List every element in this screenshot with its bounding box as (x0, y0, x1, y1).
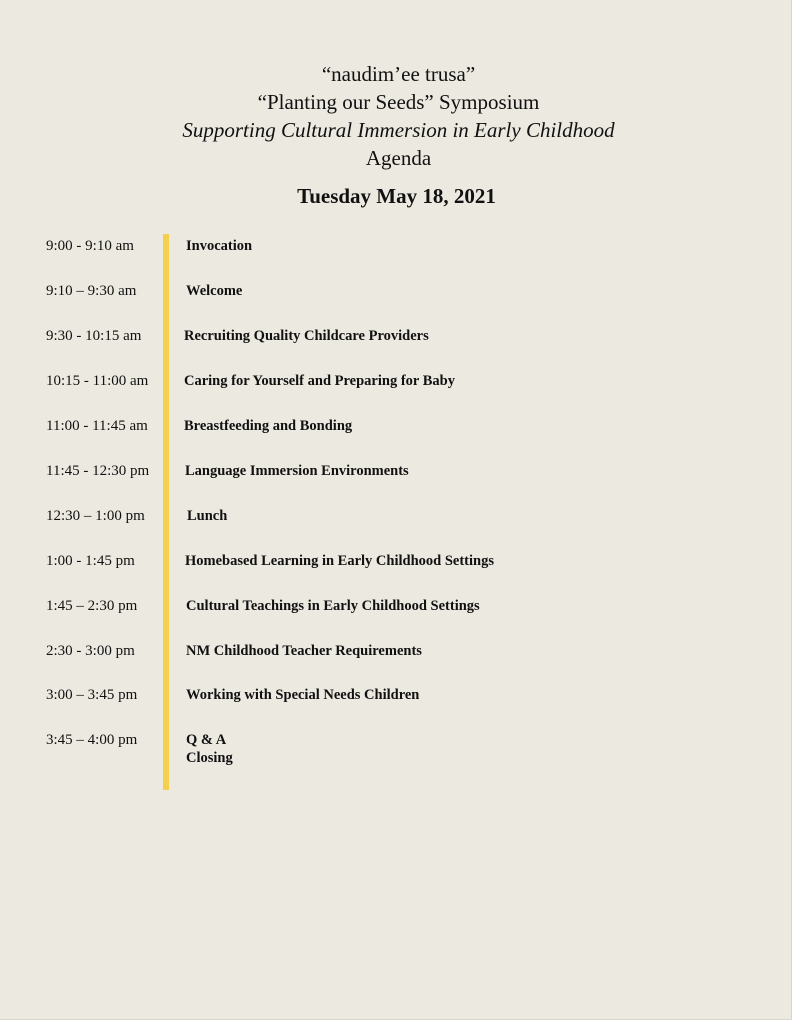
agenda-title: Working with Special Needs Children (186, 687, 420, 703)
agenda-title: Q & A (186, 732, 227, 748)
agenda-time: 2:30 - 3:00 pm (46, 643, 135, 659)
agenda-time: 3:45 – 4:00 pm (46, 732, 138, 748)
agenda-title: Invocation (186, 238, 253, 254)
agenda-title: Caring for Yourself and Preparing for Baby (184, 373, 455, 389)
agenda-time: 12:30 – 1:00 pm (46, 508, 145, 524)
agenda-time: 10:15 - 11:00 am (46, 373, 149, 389)
agenda-time: 9:10 – 9:30 am (46, 283, 137, 299)
timeline-divider (163, 234, 169, 790)
agenda-subtitle: Closing (186, 750, 233, 766)
agenda-title: NM Childhood Teacher Requirements (186, 643, 422, 659)
agenda-time: 1:00 - 1:45 pm (46, 553, 135, 569)
document-header (0, 60, 797, 172)
agenda-heading: Agenda (365, 146, 432, 170)
agenda-title: Cultural Teachings in Early Childhood Settings (186, 598, 480, 614)
event-native-name: “naudim’ee trusa” (321, 62, 476, 86)
agenda-title: Welcome (186, 283, 243, 299)
agenda-title: Lunch (187, 508, 228, 524)
agenda-time: 11:00 - 11:45 am (46, 418, 148, 434)
agenda-title: Recruiting Quality Childcare Providers (184, 328, 429, 344)
agenda-time: 9:30 - 10:15 am (46, 328, 142, 344)
event-date: Tuesday May 18, 2021 (297, 184, 496, 208)
agenda-title: Homebased Learning in Early Childhood Settings (185, 553, 494, 569)
agenda-title: Breastfeeding and Bonding (184, 418, 353, 434)
agenda-title: Language Immersion Environments (185, 463, 409, 479)
agenda-time: 11:45 - 12:30 pm (46, 463, 150, 479)
agenda-time: 1:45 – 2:30 pm (46, 598, 138, 614)
symposium-title: “Planting our Seeds” Symposium (257, 90, 540, 114)
agenda-time: 9:00 - 9:10 am (46, 238, 134, 254)
agenda-time: 3:00 – 3:45 pm (46, 687, 138, 703)
agenda-title-group (186, 731, 233, 767)
symposium-subtitle: Supporting Cultural Immersion in Early Childhood (182, 118, 615, 142)
